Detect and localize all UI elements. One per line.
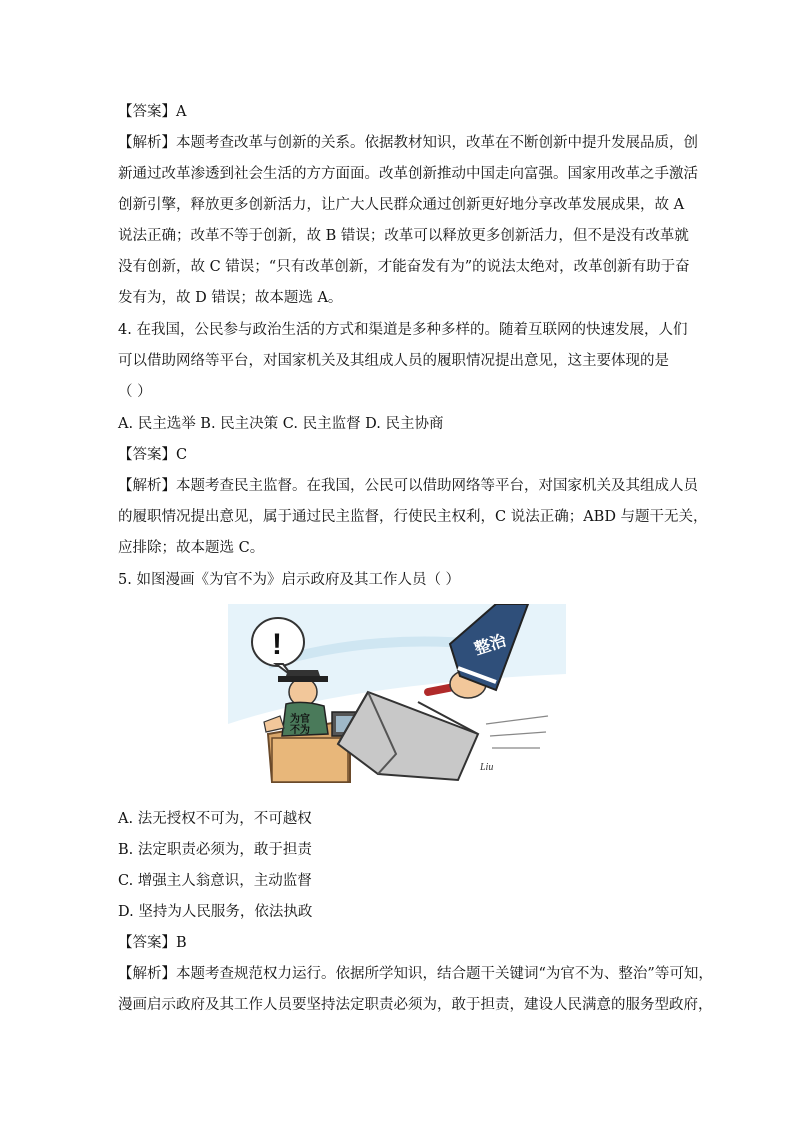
q3-analysis-line: 发有为，故 D 错误；故本题选 A。: [118, 290, 343, 306]
q4-stem-line: 可以借助网络等平台，对国家机关及其组成人员的履职情况提出意见，这主要体现的是: [118, 353, 669, 369]
q3-analysis-line: 说法正确；改革不等于创新，故 B 错误；改革可以释放更多创新活力，但不是没有改革就: [118, 228, 689, 244]
q4-answer: 【答案】C: [118, 447, 188, 463]
q5-option: A. 法无授权不可为，不可越权: [118, 811, 312, 827]
q5-option: C. 增强主人翁意识，主动监督: [118, 873, 312, 889]
q3-analysis-line: 【解析】本题考查改革与创新的关系。依据教材知识，改革在不断创新中提升发展品质，创: [118, 135, 698, 151]
q4-analysis-line: 应排除；故本题选 C。: [118, 540, 265, 556]
q3-analysis-line: 新通过改革渗透到社会生活的方方面面。改革创新推动中国走向富强。国家用改革之手激活: [118, 166, 698, 182]
q5-analysis-line: 漫画启示政府及其工作人员要坚持法定职责必须为，敢于担责，建设人民满意的服务型政府，: [118, 997, 713, 1013]
q4-analysis-line: 的履职情况提出意见，属于通过民主监督，行使民主权利，C 说法正确；ABD 与题干无关，: [118, 509, 708, 525]
cartoon-image: [228, 604, 566, 790]
q3-analysis-line: 没有创新，故 C 错误；“只有改革创新，才能奋发有为”的说法太绝对，改革创新有助于奋: [118, 259, 690, 275]
q4-stem-line: 4. 在我国，公民参与政治生活的方式和渠道是多种多样的。随着互联网的快速发展，人们: [118, 322, 688, 338]
sleeve-label: 整治: [472, 630, 509, 659]
q4-stem-line: （ ）: [118, 384, 152, 400]
q3-analysis-line: 创新引擎，释放更多创新活力，让广大人民群众通过创新更好地分享改革发展成果，故 A: [118, 197, 685, 213]
exclamation-mark: !: [272, 628, 282, 661]
q3-answer: 【答案】A: [118, 104, 187, 120]
q5-option: D. 坚持为人民服务，依法执政: [118, 904, 313, 920]
q4-options: A. 民主选举 B. 民主决策 C. 民主监督 D. 民主协商: [118, 416, 444, 432]
q5-stem: 5. 如图漫画《为官不为》启示政府及其工作人员（ ）: [118, 572, 461, 588]
artist-signature: Liu: [480, 762, 494, 773]
q5-option: B. 法定职责必须为，敢于担责: [118, 842, 312, 858]
official-label: 为官不为: [290, 714, 310, 736]
q4-analysis-line: 【解析】本题考查民主监督。在我国，公民可以借助网络等平台，对国家机关及其组成人员: [118, 478, 698, 494]
q5-analysis-line: 【解析】本题考查规范权力运行。依据所学知识，结合题干关键词“为官不为、整治”等可知，: [118, 966, 713, 982]
q5-answer: 【答案】B: [118, 935, 187, 951]
